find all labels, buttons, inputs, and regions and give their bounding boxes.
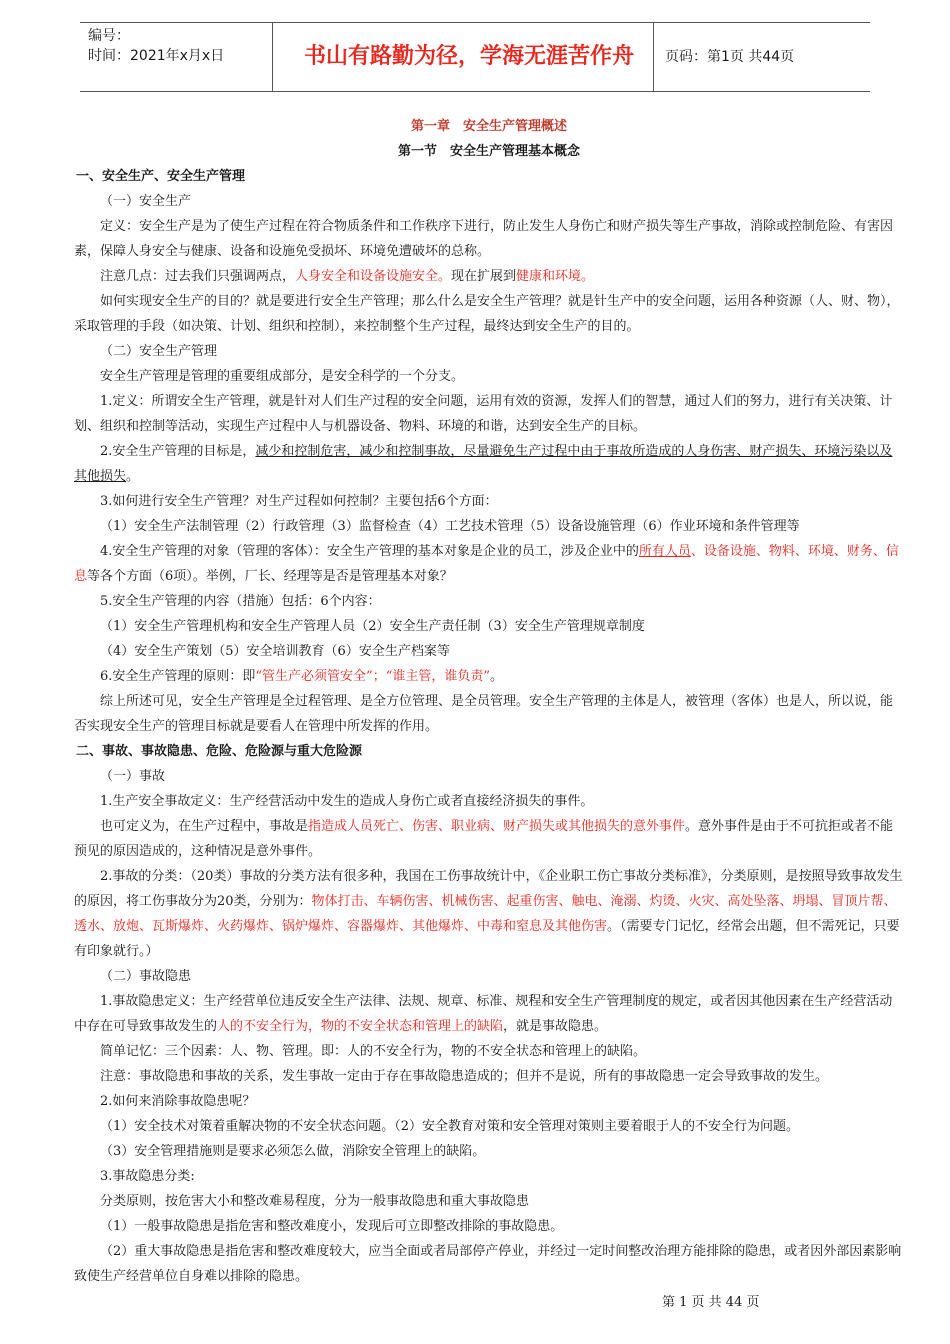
text-run: 也可定义为，在生产过程中，事故是 xyxy=(100,819,309,834)
list-item: （3）安全管理措施则是要求必须怎么做，消除安全管理上的缺陷。 xyxy=(100,1144,486,1159)
text-run: ，就是事故隐患。 xyxy=(503,1019,608,1034)
text-run: 2.安全生产管理的目标是， xyxy=(100,444,256,459)
highlight-text: 人的不安全行为，物的不安全状态和管理上的缺陷 xyxy=(217,1019,504,1034)
subheading: （一）安全生产 xyxy=(100,194,192,209)
list-item: （2）重大事故隐患是指危害和整改难度较大，应当全面或者局部停产停业，并经过一定时间整改治理方能排除的隐患，或者因外部因素影响致使生产经营单位自身难以排除的隐患。 xyxy=(74,1244,902,1284)
paragraph: 3.如何进行安全生产管理？对生产过程如何控制？主要包括6个方面： xyxy=(100,494,498,509)
document-body xyxy=(74,114,904,1289)
chapter-title: 第一章 安全生产管理概述 xyxy=(410,119,567,134)
header-divider xyxy=(272,23,273,91)
text-run: 。 xyxy=(126,469,140,484)
header-meta xyxy=(88,26,224,66)
paragraph xyxy=(74,439,904,489)
paragraph: 1.生产安全事故定义：生产经营活动中发生的造成人身伤亡或者直接经济损失的事件。 xyxy=(100,794,594,809)
highlight-text: 所有人员 xyxy=(638,544,691,559)
number-label: 编号： xyxy=(88,28,130,44)
highlight-text: 物体打击、车辆伤害、机械伤害、起重伤害、触电、淹溺、灼烫、火灾、高处坠落、坍塌、冒顶片帮、透水、放炮、瓦斯爆炸、火药爆炸、锅炉爆炸、容器爆炸、其他爆炸、中毒和窒息及其他伤害 xyxy=(74,894,897,934)
text-run: 。（需要专门记忆，经常会出题，但不需死记，只要有印象就行。） xyxy=(74,919,900,959)
header-page-info: 页码：第1页 共44页 xyxy=(665,49,795,65)
text-run: 4.安全生产管理的对象（管理的客体）：安全生产管理的基本对象是企业的员工，涉及企业中的 xyxy=(100,544,639,559)
paragraph: 5.安全生产管理的内容（措施）包括：6个内容： xyxy=(100,594,381,609)
text-run: 现在扩展到 xyxy=(451,269,517,284)
list-item: （1）安全技术对策着重解决物的不安全状态问题。（2）安全教育对策和安全管理对策则主要着眼于人的不安全行为问题。 xyxy=(100,1119,800,1134)
subheading: （二）安全生产管理 xyxy=(100,344,218,359)
highlight-text: 指造成人员死亡、伤害、职业病、财产损失或其他损失的意外事件 xyxy=(308,819,686,834)
list-item: （1）安全生产法制管理（2）行政管理（3）监督检查（4）工艺技术管理（5）设备设施管理（6）作业环境和条件管理等 xyxy=(100,519,800,534)
highlight-text: 健康和环境。 xyxy=(516,269,595,284)
text-run: 。 xyxy=(490,669,504,684)
paragraph: 3.事故隐患分类: xyxy=(100,1169,195,1184)
paragraph: 综上所述可见，安全生产管理是全过程管理、是全方位管理、是全员管理。安全生产管理的主体是人，被管理（客体）也是人，所以说，能否实现安全生产的管理目标就是要看人在管理中所发挥的作用。 xyxy=(74,694,894,734)
time-label: 时间：2021年x月x日 xyxy=(88,48,225,64)
subheading: （一）事故 xyxy=(100,769,166,784)
list-item: （1）安全生产管理机构和安全生产管理人员（2）安全生产责任制（3）安全生产管理规章制度 xyxy=(100,619,645,634)
paragraph: 2.如何来消除事故隐患呢？ xyxy=(100,1094,256,1109)
paragraph xyxy=(74,989,904,1039)
heading-1: 一、安全生产、安全生产管理 xyxy=(76,169,246,184)
page-header xyxy=(80,22,870,92)
paragraph xyxy=(74,864,904,964)
header-motto: 书山有路勤为径，学海无涯苦作舟 xyxy=(303,44,634,69)
paragraph: 安全生产管理是管理的重要组成部分，是安全科学的一个分支。 xyxy=(100,369,465,384)
heading-2: 二、事故、事故隐患、危险、危险源与重大危险源 xyxy=(76,744,363,759)
paragraph xyxy=(74,264,904,289)
highlight-text: 人身安全和设备设施安全。 xyxy=(295,269,452,284)
paragraph: 定义：安全生产是为了使生产过程在符合物质条件和工作秩序下进行，防止发生人身伤亡和财产损失等生产事故，消除或控制危险、有害因素，保障人身安全与健康、设备和设施免受损坏、环境免遭破坏的总称。 xyxy=(74,219,894,259)
list-item: （1）一般事故隐患是指危害和整改难度小，发现后可立即整改排除的事故隐患。 xyxy=(100,1219,564,1234)
page-footer: 第 1 页 共 44 页 xyxy=(662,1295,760,1310)
text-run: 6.安全生产管理的原则：即 xyxy=(100,669,256,684)
paragraph: 1.定义：所谓安全生产管理，就是针对人们生产过程的安全问题，运用有效的资源，发挥人们的智慧，通过人们的努力，进行有关决策、计划、组织和控制等活动，实现生产过程中人与机器设备、物料、环境的和谐，达到安全生产的目标。 xyxy=(74,394,893,434)
paragraph xyxy=(74,539,904,589)
paragraph: 简单记忆：三个因素：人、物、管理。即：人的不安全行为，物的不安全状态和管理上的缺陷。 xyxy=(100,1044,647,1059)
text-run: 2.事故的分类：（20类）事故的分类方法有很多种，我国在工伤事故统计中，《企业职工伤亡事故分类标准》，分类原则，是按照导致事故发生的原因，将工伤事故分为20类，分别为： xyxy=(74,869,903,909)
text-run: 注意几点：过去我们只强调两点， xyxy=(100,269,296,284)
text-run: 等各个方面（6项）。举例，厂长、经理等是否是管理基本对象？ xyxy=(87,569,453,584)
header-divider xyxy=(653,23,654,91)
paragraph: 注意：事故隐患和事故的关系，发生事故一定由于存在事故隐患造成的；但并不是说，所有的事故隐患一定会导致事故的发生。 xyxy=(100,1069,829,1084)
paragraph xyxy=(74,664,904,689)
text-run: 。意外事件是由于不可抗拒或者不能预见的原因造成的，这种情况是意外事件。 xyxy=(74,819,894,859)
paragraph: 如何实现安全生产的目的？就是要进行安全生产管理；那么什么是安全生产管理？就是针生产中的安全问题，运用各种资源（人、财、物），采取管理的手段（如决策、计划、组织和控制），来控制整个生产过程，最终达到安全生产的目的。 xyxy=(74,294,900,334)
highlight-text: “管生产必须管安全”；“谁主管，谁负责” xyxy=(255,669,490,684)
underlined-text: 减少和控制危害，减少和控制事故，尽量避免生产过程中由于事故所造成的人身伤害、财产损失、环境污染以及其他损失 xyxy=(74,444,893,484)
text-run: 1.事故隐患定义：生产经营单位违反安全生产法律、法规、规章、标准、规程和安全生产管理制度的规定，或者因其他因素在生产经营活动中存在可导致事故发生的 xyxy=(74,994,893,1034)
highlight-text: 、设备设施、物料、环境、财务、信息 xyxy=(74,544,899,584)
subheading: （二）事故隐患 xyxy=(100,969,192,984)
list-item: （4）安全生产策划（5）安全培训教育（6）安全生产档案等 xyxy=(100,644,450,659)
paragraph xyxy=(74,814,904,864)
section-title: 第一节 安全生产管理基本概念 xyxy=(397,144,580,159)
paragraph: 分类原则，按危害大小和整改难易程度，分为一般事故隐患和重大事故隐患 xyxy=(100,1194,530,1209)
